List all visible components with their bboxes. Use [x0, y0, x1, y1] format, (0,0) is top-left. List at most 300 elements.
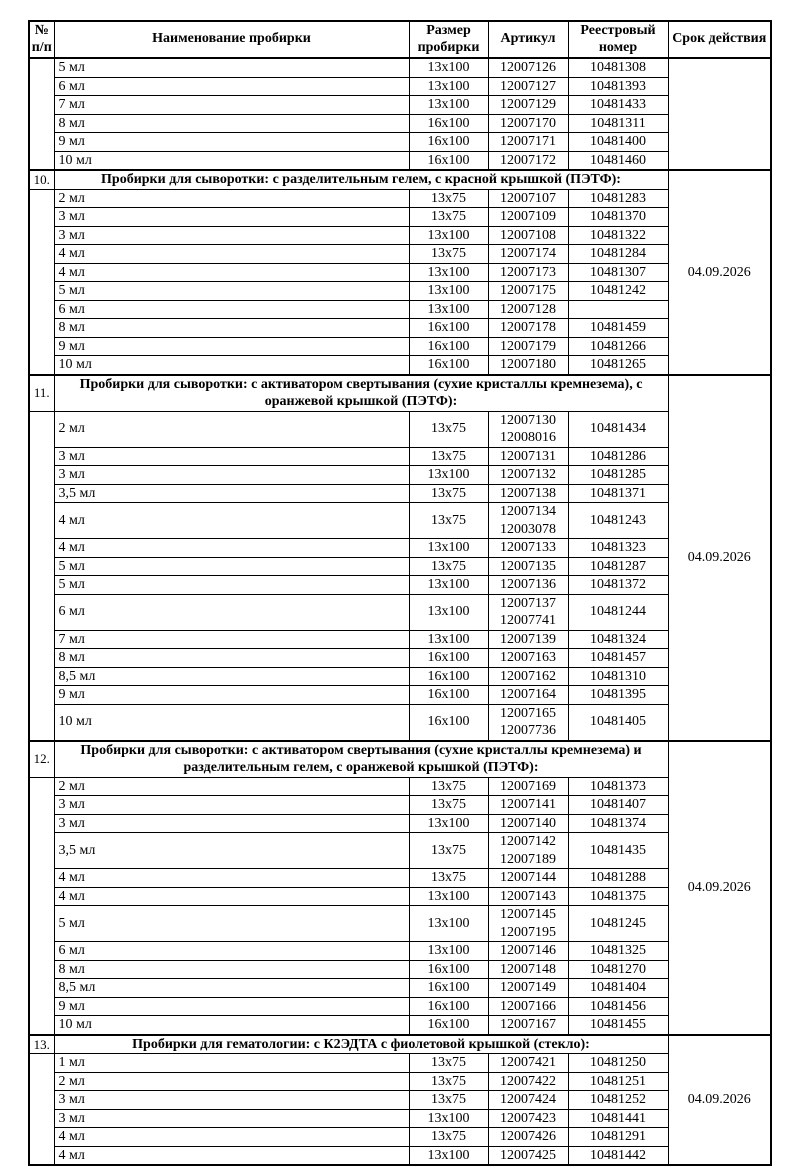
article-cell	[488, 887, 568, 906]
row-number-cell	[29, 189, 54, 375]
size-cell: 16x100	[409, 704, 488, 741]
section-number: 12.	[29, 741, 54, 778]
size-cell: 13x100	[409, 814, 488, 833]
table-row	[29, 576, 771, 595]
registry-cell: 10481375	[568, 887, 668, 906]
article-number: 12007167	[500, 1017, 556, 1032]
article-number: 12007174	[500, 246, 556, 261]
volume-cell: 7 мл	[54, 96, 409, 115]
article-number: 12007189	[500, 851, 556, 867]
table-row	[29, 114, 771, 133]
size-cell: 13x100	[409, 1109, 488, 1128]
table-row	[29, 447, 771, 466]
registry-cell: 10481288	[568, 869, 668, 888]
size-cell: 13x75	[409, 557, 488, 576]
table-header-row	[29, 21, 771, 58]
article-cell	[488, 630, 568, 649]
table-row	[29, 503, 771, 539]
volume-cell: 5 мл	[54, 557, 409, 576]
article-cell	[488, 189, 568, 208]
size-cell: 16x100	[409, 960, 488, 979]
table-row	[29, 1016, 771, 1035]
article-number: 12007133	[500, 540, 556, 555]
registry-cell: 10481291	[568, 1128, 668, 1147]
article-number: 12007108	[500, 227, 556, 243]
volume-cell: 5 мл	[54, 58, 409, 77]
table-row	[29, 58, 771, 77]
size-cell: 13x100	[409, 96, 488, 115]
table-row	[29, 337, 771, 356]
size-cell: 13x100	[409, 282, 488, 301]
row-number-cell	[29, 777, 54, 1035]
validity-cell: 04.09.2026	[668, 741, 771, 1035]
article-cell	[488, 704, 568, 741]
volume-cell: 10 мл	[54, 1016, 409, 1035]
volume-cell: 3 мл	[54, 466, 409, 485]
article-cell	[488, 151, 568, 170]
section-title: Пробирки для гематологии: с К2ЭДТА с фиолетовой крышкой (стекло):	[54, 1035, 668, 1054]
validity-cell: 04.09.2026	[668, 1035, 771, 1166]
article-number: 12007178	[500, 320, 556, 335]
article-number: 12007129	[500, 97, 556, 112]
volume-cell: 10 мл	[54, 151, 409, 170]
volume-cell: 4 мл	[54, 1128, 409, 1147]
article-number: 12007426	[500, 1129, 556, 1144]
article-cell	[488, 1016, 568, 1035]
table-row	[29, 411, 771, 447]
size-cell: 13x100	[409, 539, 488, 558]
size-cell: 16x100	[409, 356, 488, 375]
registry-cell: 10481285	[568, 466, 668, 485]
section-number: 13.	[29, 1035, 54, 1054]
article-cell	[488, 337, 568, 356]
size-cell: 13x75	[409, 245, 488, 264]
table-row	[29, 594, 771, 630]
article-number: 12007422	[500, 1073, 556, 1089]
registry-cell: 10481374	[568, 814, 668, 833]
volume-cell: 4 мл	[54, 245, 409, 264]
size-cell: 13x100	[409, 887, 488, 906]
article-cell	[488, 814, 568, 833]
article-cell	[488, 466, 568, 485]
article-cell	[488, 686, 568, 705]
volume-cell: 3,5 мл	[54, 833, 409, 869]
volume-cell: 7 мл	[54, 630, 409, 649]
article-number: 12007164	[500, 687, 556, 702]
size-cell: 13x75	[409, 1091, 488, 1110]
table-row	[29, 1109, 771, 1128]
volume-cell: 3 мл	[54, 226, 409, 245]
table-row	[29, 226, 771, 245]
size-cell: 13x100	[409, 1146, 488, 1165]
article-number: 12007128	[500, 301, 556, 317]
table-row	[29, 1072, 771, 1091]
registry-cell: 10481433	[568, 96, 668, 115]
col-header-article: Артикул	[488, 21, 568, 58]
table-row	[29, 484, 771, 503]
table-row	[29, 300, 771, 319]
row-number-cell	[29, 1054, 54, 1166]
article-cell	[488, 208, 568, 227]
registry-cell: 10481323	[568, 539, 668, 558]
volume-cell: 10 мл	[54, 356, 409, 375]
article-number: 12007140	[500, 815, 556, 831]
size-cell: 13x100	[409, 906, 488, 942]
registry-cell: 10481270	[568, 960, 668, 979]
article-cell	[488, 1072, 568, 1091]
volume-cell: 4 мл	[54, 887, 409, 906]
size-cell: 13x75	[409, 484, 488, 503]
registry-cell	[568, 300, 668, 319]
validity-cell: 04.09.2026	[668, 170, 771, 375]
size-cell: 13x100	[409, 594, 488, 630]
section-number: 11.	[29, 375, 54, 412]
article-number: 12007165	[500, 705, 556, 721]
volume-cell: 4 мл	[54, 869, 409, 888]
table-row	[29, 869, 771, 888]
article-number: 12007143	[500, 888, 556, 904]
size-cell: 13x75	[409, 796, 488, 815]
article-number: 12007179	[500, 338, 556, 354]
table-row	[29, 96, 771, 115]
size-cell: 13x100	[409, 263, 488, 282]
volume-cell: 6 мл	[54, 77, 409, 96]
volume-cell: 3 мл	[54, 1091, 409, 1110]
volume-cell: 4 мл	[54, 1146, 409, 1165]
article-number: 12007170	[500, 115, 556, 131]
article-cell	[488, 77, 568, 96]
article-cell	[488, 503, 568, 539]
article-number: 12007131	[500, 448, 556, 464]
section-header-row	[29, 375, 771, 412]
article-cell	[488, 906, 568, 942]
section-title: Пробирки для сыворотки: с активатором свертывания (сухие кристаллы кремнезема) и разделительным гелем, с оранжевой крышкой (ПЭТФ):	[54, 741, 668, 778]
registry-cell: 10481283	[568, 189, 668, 208]
table-row	[29, 1054, 771, 1073]
article-number: 12007173	[500, 264, 556, 280]
article-number: 12007135	[500, 558, 556, 574]
article-number: 12007423	[500, 1110, 556, 1126]
size-cell: 16x100	[409, 151, 488, 170]
volume-cell: 5 мл	[54, 282, 409, 301]
size-cell: 16x100	[409, 686, 488, 705]
table-row	[29, 539, 771, 558]
article-number: 12007145	[500, 907, 556, 922]
registry-cell: 10481245	[568, 906, 668, 942]
row-number-cell	[29, 58, 54, 170]
article-cell	[488, 1128, 568, 1147]
volume-cell: 8 мл	[54, 649, 409, 668]
size-cell: 13x75	[409, 777, 488, 796]
col-header-size: Размер пробирки	[409, 21, 488, 58]
article-number: 12007138	[500, 485, 556, 501]
article-cell	[488, 1146, 568, 1165]
article-number: 12007169	[500, 778, 556, 794]
article-number: 12007137	[500, 595, 556, 611]
volume-cell: 5 мл	[54, 576, 409, 595]
volume-cell: 3 мл	[54, 447, 409, 466]
volume-cell: 8 мл	[54, 960, 409, 979]
table-row	[29, 1128, 771, 1147]
size-cell: 16x100	[409, 337, 488, 356]
volume-cell: 9 мл	[54, 133, 409, 152]
document-page	[0, 20, 800, 1163]
volume-cell: 2 мл	[54, 1072, 409, 1091]
validity-cell	[668, 58, 771, 170]
registry-cell: 10481266	[568, 337, 668, 356]
article-number: 12007424	[500, 1092, 556, 1107]
article-cell	[488, 245, 568, 264]
table-row	[29, 997, 771, 1016]
size-cell: 13x100	[409, 466, 488, 485]
section-header-row	[29, 170, 771, 189]
table-row	[29, 942, 771, 961]
article-cell	[488, 1091, 568, 1110]
article-cell	[488, 226, 568, 245]
article-cell	[488, 667, 568, 686]
article-cell	[488, 484, 568, 503]
table-row	[29, 796, 771, 815]
table-row	[29, 1146, 771, 1165]
table-row	[29, 887, 771, 906]
size-cell: 13x75	[409, 189, 488, 208]
volume-cell: 3,5 мл	[54, 484, 409, 503]
table-row	[29, 133, 771, 152]
registry-cell: 10481324	[568, 630, 668, 649]
article-cell	[488, 1054, 568, 1073]
article-number: 12007109	[500, 209, 556, 224]
article-cell	[488, 133, 568, 152]
col-header-name: Наименование пробирки	[54, 21, 409, 58]
table-row	[29, 960, 771, 979]
article-number: 12007148	[500, 961, 556, 977]
article-cell	[488, 796, 568, 815]
table-row	[29, 667, 771, 686]
registry-cell: 10481404	[568, 979, 668, 998]
registry-cell: 10481405	[568, 704, 668, 741]
registry-cell: 10481459	[568, 319, 668, 338]
size-cell: 16x100	[409, 133, 488, 152]
table-row	[29, 282, 771, 301]
registry-cell: 10481372	[568, 576, 668, 595]
section-title: Пробирки для сыворотки: с активатором свертывания (сухие кристаллы кремнезема), с оранжевой крышкой (ПЭТФ):	[54, 375, 668, 412]
volume-cell: 6 мл	[54, 594, 409, 630]
volume-cell: 8,5 мл	[54, 979, 409, 998]
registry-cell: 10481442	[568, 1146, 668, 1165]
article-number: 12007107	[500, 190, 556, 206]
article-cell	[488, 594, 568, 630]
registry-cell: 10481311	[568, 114, 668, 133]
article-cell	[488, 833, 568, 869]
size-cell: 13x75	[409, 1072, 488, 1091]
col-header-num-bottom: п/п	[31, 39, 52, 55]
table-row	[29, 686, 771, 705]
tube-registry-table	[28, 20, 772, 1166]
registry-cell: 10481370	[568, 208, 668, 227]
registry-cell: 10481310	[568, 667, 668, 686]
registry-cell: 10481252	[568, 1091, 668, 1110]
table-row	[29, 979, 771, 998]
registry-cell: 10481325	[568, 942, 668, 961]
article-number: 12003078	[500, 521, 556, 537]
volume-cell: 4 мл	[54, 503, 409, 539]
table-body	[29, 58, 771, 1165]
size-cell: 13x75	[409, 869, 488, 888]
table-row	[29, 557, 771, 576]
size-cell: 13x75	[409, 208, 488, 227]
registry-cell: 10481455	[568, 1016, 668, 1035]
volume-cell: 9 мл	[54, 686, 409, 705]
article-number: 12007166	[500, 998, 556, 1014]
table-row	[29, 319, 771, 338]
col-header-num-top: №	[34, 23, 49, 38]
size-cell: 16x100	[409, 979, 488, 998]
article-number: 12007195	[500, 924, 556, 940]
article-number: 12007162	[500, 668, 556, 684]
article-number: 12007141	[500, 797, 556, 812]
table-row	[29, 906, 771, 942]
volume-cell: 6 мл	[54, 942, 409, 961]
table-row	[29, 151, 771, 170]
table-row	[29, 245, 771, 264]
table-row	[29, 189, 771, 208]
article-cell	[488, 869, 568, 888]
article-cell	[488, 411, 568, 447]
registry-cell: 10481441	[568, 1109, 668, 1128]
article-number: 12007736	[500, 723, 556, 738]
section-number: 10.	[29, 170, 54, 189]
volume-cell: 3 мл	[54, 1109, 409, 1128]
volume-cell: 8 мл	[54, 114, 409, 133]
table-row	[29, 833, 771, 869]
article-number: 12007172	[500, 152, 556, 168]
table-row	[29, 630, 771, 649]
size-cell: 16x100	[409, 114, 488, 133]
volume-cell: 2 мл	[54, 777, 409, 796]
article-number: 12007144	[500, 870, 556, 885]
registry-cell: 10481242	[568, 282, 668, 301]
article-number: 12007126	[500, 60, 556, 75]
registry-cell: 10481265	[568, 356, 668, 375]
size-cell: 13x75	[409, 503, 488, 539]
volume-cell: 6 мл	[54, 300, 409, 319]
size-cell: 13x100	[409, 226, 488, 245]
article-number: 12007132	[500, 467, 556, 482]
registry-cell: 10481307	[568, 263, 668, 282]
article-number: 12007134	[500, 504, 556, 519]
registry-cell: 10481244	[568, 594, 668, 630]
registry-cell: 10481284	[568, 245, 668, 264]
article-number: 12007139	[500, 631, 556, 647]
size-cell: 13x100	[409, 58, 488, 77]
volume-cell: 4 мл	[54, 263, 409, 282]
registry-cell: 10481251	[568, 1072, 668, 1091]
article-cell	[488, 777, 568, 796]
registry-cell: 10481395	[568, 686, 668, 705]
registry-cell: 10481287	[568, 557, 668, 576]
volume-cell: 1 мл	[54, 1054, 409, 1073]
volume-cell: 3 мл	[54, 208, 409, 227]
size-cell: 16x100	[409, 1016, 488, 1035]
article-cell	[488, 649, 568, 668]
table-row	[29, 814, 771, 833]
article-cell	[488, 282, 568, 301]
volume-cell: 9 мл	[54, 997, 409, 1016]
article-cell	[488, 300, 568, 319]
table-row	[29, 777, 771, 796]
article-cell	[488, 1109, 568, 1128]
table-row	[29, 1091, 771, 1110]
article-number: 12007163	[500, 650, 556, 665]
table-row	[29, 356, 771, 375]
registry-cell: 10481371	[568, 484, 668, 503]
size-cell: 13x75	[409, 411, 488, 447]
volume-cell: 4 мл	[54, 539, 409, 558]
article-number: 12007421	[500, 1055, 556, 1070]
table-row	[29, 208, 771, 227]
size-cell: 13x100	[409, 77, 488, 96]
size-cell: 13x75	[409, 447, 488, 466]
article-cell	[488, 96, 568, 115]
article-cell	[488, 942, 568, 961]
size-cell: 13x100	[409, 576, 488, 595]
row-number-cell	[29, 411, 54, 741]
registry-cell: 10481460	[568, 151, 668, 170]
size-cell: 13x100	[409, 300, 488, 319]
registry-cell: 10481435	[568, 833, 668, 869]
size-cell: 13x75	[409, 1128, 488, 1147]
registry-cell: 10481456	[568, 997, 668, 1016]
size-cell: 13x75	[409, 1054, 488, 1073]
article-number: 12007149	[500, 980, 556, 995]
col-header-num	[29, 21, 54, 58]
size-cell: 16x100	[409, 997, 488, 1016]
volume-cell: 10 мл	[54, 704, 409, 741]
article-cell	[488, 319, 568, 338]
registry-cell: 10481457	[568, 649, 668, 668]
registry-cell: 10481434	[568, 411, 668, 447]
volume-cell: 3 мл	[54, 814, 409, 833]
col-header-validity: Срок действия	[668, 21, 771, 58]
volume-cell: 3 мл	[54, 796, 409, 815]
article-number: 12007142	[500, 834, 556, 849]
article-number: 12007425	[500, 1147, 556, 1163]
article-cell	[488, 539, 568, 558]
volume-cell: 9 мл	[54, 337, 409, 356]
article-number: 12007127	[500, 78, 556, 94]
article-number: 12007741	[500, 613, 556, 628]
table-row	[29, 263, 771, 282]
volume-cell: 8 мл	[54, 319, 409, 338]
volume-cell: 8,5 мл	[54, 667, 409, 686]
registry-cell: 10481250	[568, 1054, 668, 1073]
article-number: 12007175	[500, 283, 556, 298]
col-header-registry: Реестровый номер	[568, 21, 668, 58]
volume-cell: 2 мл	[54, 189, 409, 208]
article-cell	[488, 263, 568, 282]
article-cell	[488, 447, 568, 466]
volume-cell: 5 мл	[54, 906, 409, 942]
article-number: 12007146	[500, 943, 556, 958]
size-cell: 16x100	[409, 649, 488, 668]
article-number: 12007180	[500, 357, 556, 372]
size-cell: 16x100	[409, 319, 488, 338]
article-cell	[488, 58, 568, 77]
section-header-row	[29, 1035, 771, 1054]
article-number: 12007130	[500, 412, 556, 428]
table-row	[29, 77, 771, 96]
registry-cell: 10481322	[568, 226, 668, 245]
